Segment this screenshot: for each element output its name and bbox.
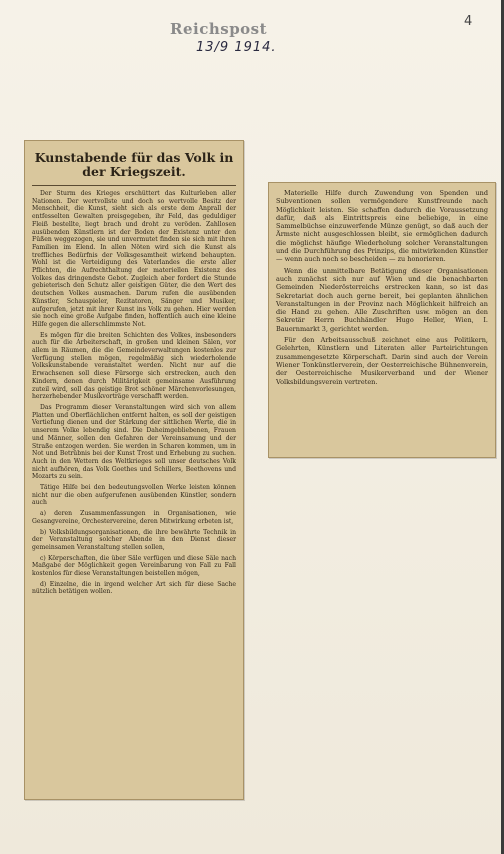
article-paragraph: Es mögen für die breiten Schichten des Volkes, insbesonders auch für die Arbeiterschaft, in großen und kleinen Sälen, vor allem in Räumen, die die Gemeindeverwaltungen kostenlos zur Verfügung stellen mögen, regelmäßig sich wiederholende Volkskunstabende veranstaltet werden. Nicht nur auf die Erwachsenen soll diese Fürsorge sich erstrecken, auch den Kindern, denen durch Militärigkeit gemeinsame Ausführung zuteil wird, soll das geistige Brot schöner Märchenvorlesungen, herzerhebender Musikvorträge verschafft werden. [32,331,236,401]
article-paragraph: c) Körperschaften, die über Säle verfügen und diese Säle nach Maßgabe der Möglichkeit gegen Vereinbarung von Fall zu Fall kostenlos für diese Veranstaltungen beistellen mögen, [32,554,236,578]
article-clipping-right [268,182,496,458]
headline-rule [32,185,236,186]
article-paragraph: d) Einzelne, die in irgend welcher Art sich für diese Sache nützlich betätigen wollen. [32,580,236,596]
article-headline: Kunstabende für das Volk in der Kriegszeit. [34,150,234,179]
article-clipping-left [24,140,244,800]
article-paragraph: Tätige Hilfe bei den bedeutungsvollen Werke leisten können nicht nur die oben aufgerufenen ausübenden Künstler, sondern auch [32,484,236,507]
article-paragraph: Der Sturm des Krieges erschüttert das Kulturleben aller Nationen. Der wertvollste und doch so wertvolle Besitz der Menschheit, die Kunst, sieht sich als erste dem Anprall der entfesselten Gewalten preisgegeben, ihr Feld, das geduldiger Fleiß bestellte, liegt brach und droht zu veröden. Zahllosen ausübenden Künstlern ist der Boden der Existenz unter den Füßen weggezogen, sie und unvermutet finden sie sich mit ihren Familien im Elend. In allen Nöten wird sich die Kunst als treffliches Bedürfnis der Volksgesamtheit wirkend behaupten. Wohl ist die Verteidigung des Vaterlandes die erste aller Pflichten, die Aufrechthaltung der materiellen Existenz des Volkes das dringendste Gebot. Zugleich aber fordert die Stunde gebieterisch den Schutz aller geistigen Güter, die den Wert des deutschen Volkes ausmachen. Darum rufen die ausübenden Künstler, Schauspieler, Rezitatoren, Sänger und Musiker, aufgerufen, jetzt mit ihrer Kunst ins Volk zu gehen. Hier werden sie noch eine große Aufgabe finden, hoffentlich auch eine kleine Hilfe gegen die allerschlimmste Not. [32,190,236,328]
article-paragraph: Für den Arbeitsausschuß zeichnet eine aus Politikern, Gelehrten, Künstlern und Literaten aller Parteirichtungen zusammengesetzte Körperschaft. Darin sind auch der Verein Wiener Tonkünstlerverein, der Oesterreichische Bühnenverein, der Oesterreichische Musikerverband und der Wiener Volksbildungsverein vertreten. [276,336,488,386]
article-paragraph: a) deren Zusammenfassungen in Organisationen, wie Gesangvereine, Orchestervereine, deren Mitwirkung erbeten ist, [32,510,236,525]
article-paragraph: Wenn die unmittelbare Betätigung dieser Organisationen auch zunächst sich nur auf Wien und die benachbarten Gemeinden Niederösterreichs erstrecken kann, so ist das Sekretariat doch auch gerne bereit, bei geplanten ähnlichen Veranstaltungen in der Provinz nach Möglichkeit hilfreich an die Hand zu gehen. Alle Zuschriften usw. mögen an den Sekretär Herrn Buchhändler Hugo Heller, Wien, I. Bauernmarkt 3, gerichtet werden. [276,266,488,333]
page-number: 4 [464,14,473,29]
handwritten-date: 13/9 1914. [196,40,277,55]
article-paragraph: Das Programm dieser Veranstaltungen wird sich von allem Platten und Oberflächlichen entfernt halten, es soll der geistigen Vertiefung dienen und der Stärkung der sittlichen Werte, die in unserem Volke lebendig sind. Die Daheimgebliebenen, Frauen und Männer, sollen den Gefahren der Vereinsamung und der Straße entzogen werden. Sie werden in Scharen kommen, um in Not und Betrübnis bei der Kunst Trost und Erhebung zu suchen. Auch in den Wettern des Weltkrieges soll unser deutsches Volk nicht aufhören, das Volk Goethes und Schillers, Beethovens und Mozarts zu sein. [32,403,236,481]
newspaper-masthead: Reichspost [170,20,268,38]
article-paragraph: b) Volksbildungsorganisationen, die ihre bewährte Technik in der Veranstaltung solcher Abende in den Dienst dieser gemeinsamen Veranstaltung stellen sollen, [32,528,236,551]
article-paragraph: Materielle Hilfe durch Zuwendung von Spenden und Subventionen sollen vermögendere Kunstfreunde nach Möglichkeit leisten. Sie schaffen dadurch die Voraussetzung dafür, daß als Eintrittspreis eine beliebige, in eine Sammelbüchse einzuwerfende Münze genügt, so daß auch der Ärmste nicht ausgeschlossen bleibt, sie ermöglichen dadurch die möglichst häufige Wiederholung solcher Veranstaltungen und die Durchführung des Prinzips, die mitwirkenden Künstler — wenn auch noch so bescheiden — zu honorieren. [276,189,488,264]
